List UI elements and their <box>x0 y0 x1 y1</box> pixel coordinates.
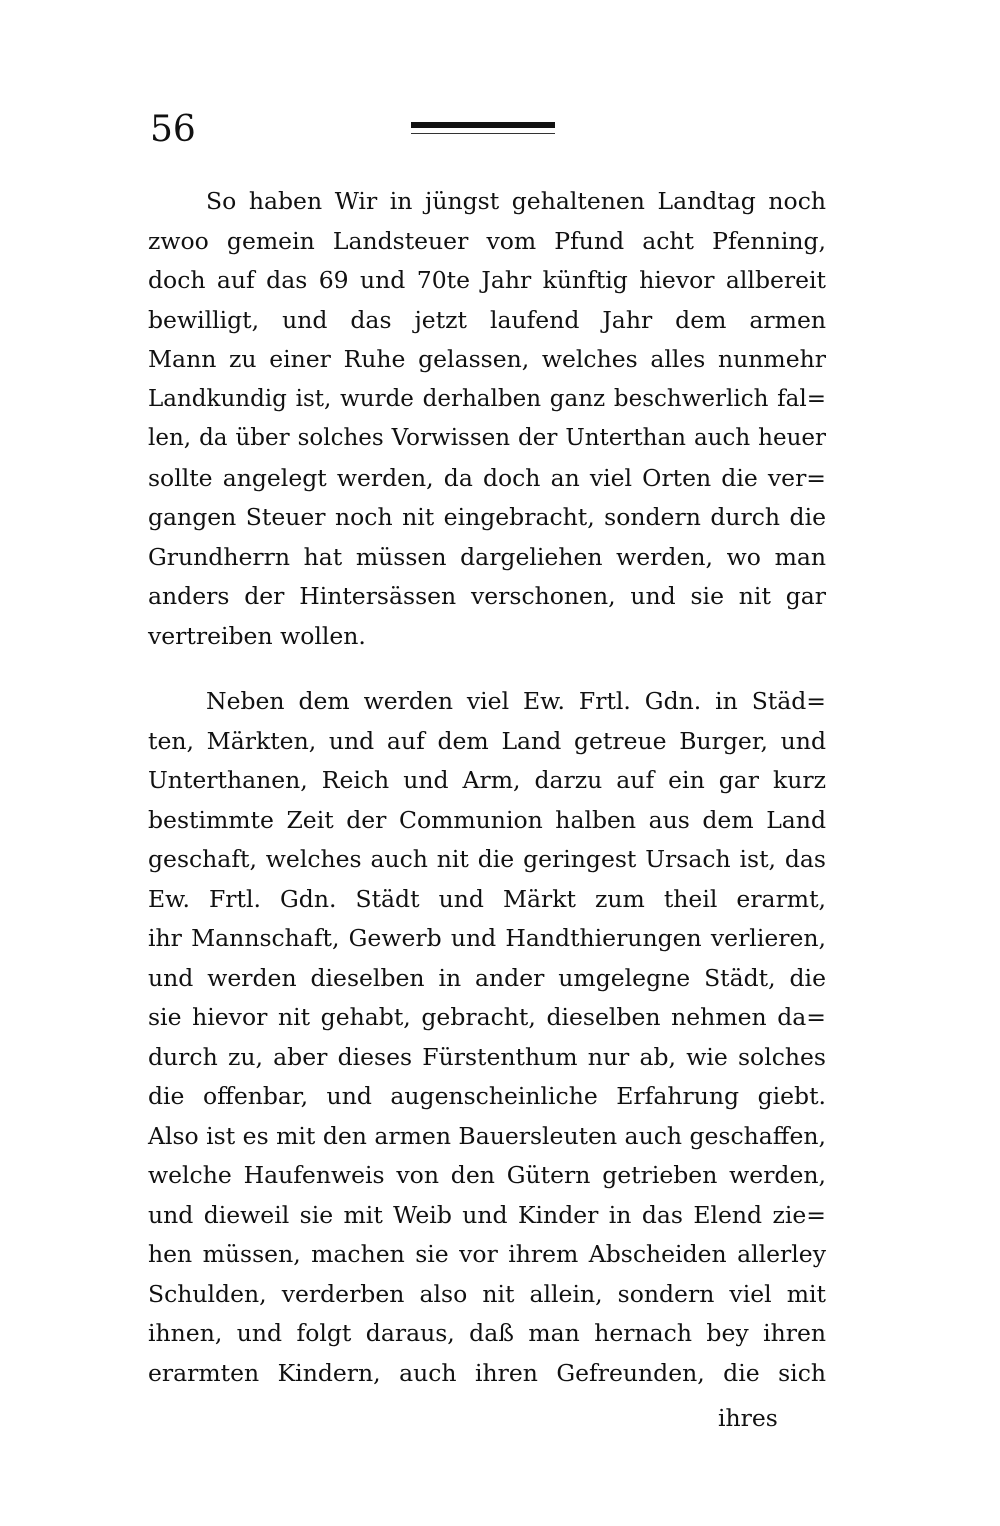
text-line: Unterthanen, Reich und Arm, darzu auf ein gar kurz <box>148 766 826 794</box>
text-line: die offenbar, und augenscheinliche Erfahrung giebt. <box>148 1082 826 1110</box>
text-line: bestimmte Zeit der Communion halben aus dem Land <box>148 805 826 834</box>
text-line: Ew. Frtl. Gdn. Städt und Märkt zum theil erarmt, <box>148 884 826 913</box>
page-number: 56 <box>150 109 196 150</box>
text-line: sollte angelegt werden, da doch an viel Orten die ver= <box>148 463 826 492</box>
text-line: und dieweil sie mit Weib und Kinder in das Elend zie= <box>148 1200 826 1229</box>
text-line: vertreiben wollen. <box>148 621 366 650</box>
text-line: sie hievor nit gehabt, gebracht, dieselben nehmen da= <box>148 1003 826 1031</box>
header-rule <box>411 122 555 128</box>
text-line: ihr Mannschaft, Gewerb und Handthierungen verlieren, <box>148 924 826 952</box>
header-rule-thin <box>411 133 555 134</box>
paragraph-1 <box>148 182 826 656</box>
text-line: durch zu, aber dieses Fürstenthum nur ab, wie solches <box>148 1042 826 1071</box>
text-line: Grundherrn hat müssen dargeliehen werden, wo man <box>148 542 826 571</box>
text-line: len, da über solches Vorwissen der Unterthan auch heuer <box>148 425 826 451</box>
text-line: gangen Steuer noch nit eingebracht, sondern durch die <box>148 503 826 531</box>
text-line: bewilligt, und das jetzt laufend Jahr dem armen <box>148 305 826 334</box>
catchword: ihres <box>718 1404 778 1432</box>
text-line: welche Haufenweis von den Gütern getrieben werden, <box>148 1161 826 1189</box>
text-line: Also ist es mit den armen Bauersleuten auch geschaffen, <box>148 1121 826 1150</box>
text-line: zwoo gemein Landsteuer vom Pfund acht Pfenning, <box>148 226 826 255</box>
text-line: erarmten Kindern, auch ihren Gefreunden, die sich <box>148 1358 826 1387</box>
text-line: ihnen, und folgt daraus, daß man hernach bey ihren <box>148 1319 826 1347</box>
text-line: und werden dieselben in ander umgelegne Städt, die <box>148 963 826 992</box>
text-line: Neben dem werden viel Ew. Frtl. Gdn. in Städ= <box>206 687 826 715</box>
paragraph-2 <box>148 682 826 1393</box>
text-line: Landkundig ist, wurde derhalben ganz beschwerlich fal= <box>148 385 826 412</box>
text-line: anders der Hintersässen verschonen, und sie nit gar <box>148 582 826 610</box>
text-line: So haben Wir in jüngst gehaltenen Landtag noch <box>206 187 826 215</box>
text-line: ten, Märkten, und auf dem Land getreue Burger, und <box>148 726 826 755</box>
text-line: Schulden, verderben also nit allein, sondern viel mit <box>148 1279 826 1308</box>
text-line: doch auf das 69 und 70te Jahr künftig hievor allbereit <box>148 266 826 294</box>
text-line: Mann zu einer Ruhe gelassen, welches alles nunmehr <box>148 345 826 373</box>
text-line: geschaft, welches auch nit die geringest Ursach ist, das <box>148 845 826 873</box>
text-line: hen müssen, machen sie vor ihrem Abscheiden allerley <box>148 1240 826 1268</box>
